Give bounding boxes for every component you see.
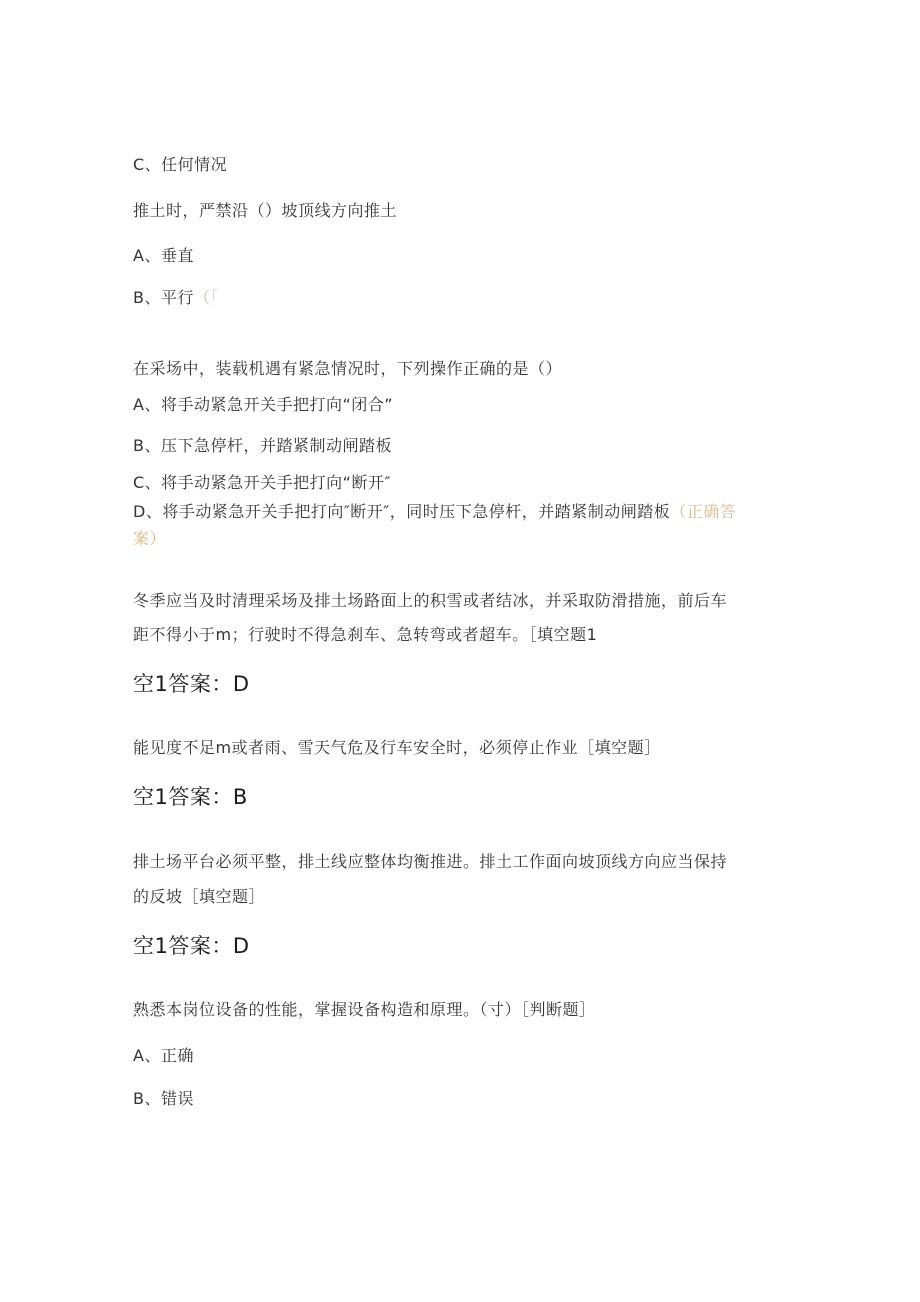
q1-option-a: A、垂直: [133, 246, 194, 265]
q6-option-b: B、错误: [133, 1089, 194, 1108]
q3-stem-line-1: 冬季应当及时清理采场及排土场路面上的积雪或者结冰，并采取防滑措施，前后车: [133, 591, 728, 610]
q2-option-b: B、压下急停杆，并踏紧制动闸踏板: [133, 436, 392, 455]
q0-option-c: C、任何情况: [133, 155, 228, 174]
q5-stem-line-2: 的反坡［填空题］: [133, 887, 266, 906]
q2-option-c: C、将手动紧急开关手把打向“断开″: [133, 473, 391, 492]
q6-option-a: A、正确: [133, 1046, 194, 1065]
q1-option-b: B、平行: [133, 288, 194, 307]
q1-option-b-line: [133, 285, 219, 311]
q3-stem-line-2: 距不得小于m；行驶时不得急刹车、急转弯或者超车。［填空题1: [133, 625, 598, 644]
q3-answer: 空1答案：D: [133, 672, 250, 696]
q2-option-d: D、将手动紧急开关手把打向″断开″，同时压下急停杆，并踏紧制动闸踏板: [133, 502, 671, 521]
q4-stem: 能见度不足m或者雨、雪天气危及行车安全时，必须停止作业［填空题］: [133, 738, 661, 757]
q5-stem-line-1: 排土场平台必须平整，排土线应整体均衡推进。排土工作面向坡顶线方向应当保持: [133, 852, 728, 871]
q2-option-a: A、将手动紧急开关手把打向“闭合”: [133, 395, 394, 414]
q4-answer: 空1答案：B: [133, 785, 248, 809]
q6-stem: 熟悉本岗位设备的性能，掌握设备构造和原理。（寸）［判断题］: [133, 1000, 596, 1019]
q1-option-b-hint: （「: [193, 288, 219, 307]
q2-option-d-hint: （正确答: [670, 502, 737, 521]
q2-stem: 在采场中，装载机遇有紧急情况时，下列操作正确的是（）: [133, 359, 563, 378]
q2-option-d-hint-cont: 案）: [133, 529, 167, 548]
q1-stem: 推土时，严禁沿（）坡顶线方向推土: [133, 201, 398, 220]
q2-option-d-line: [133, 499, 736, 525]
q5-answer: 空1答案：D: [133, 934, 250, 958]
